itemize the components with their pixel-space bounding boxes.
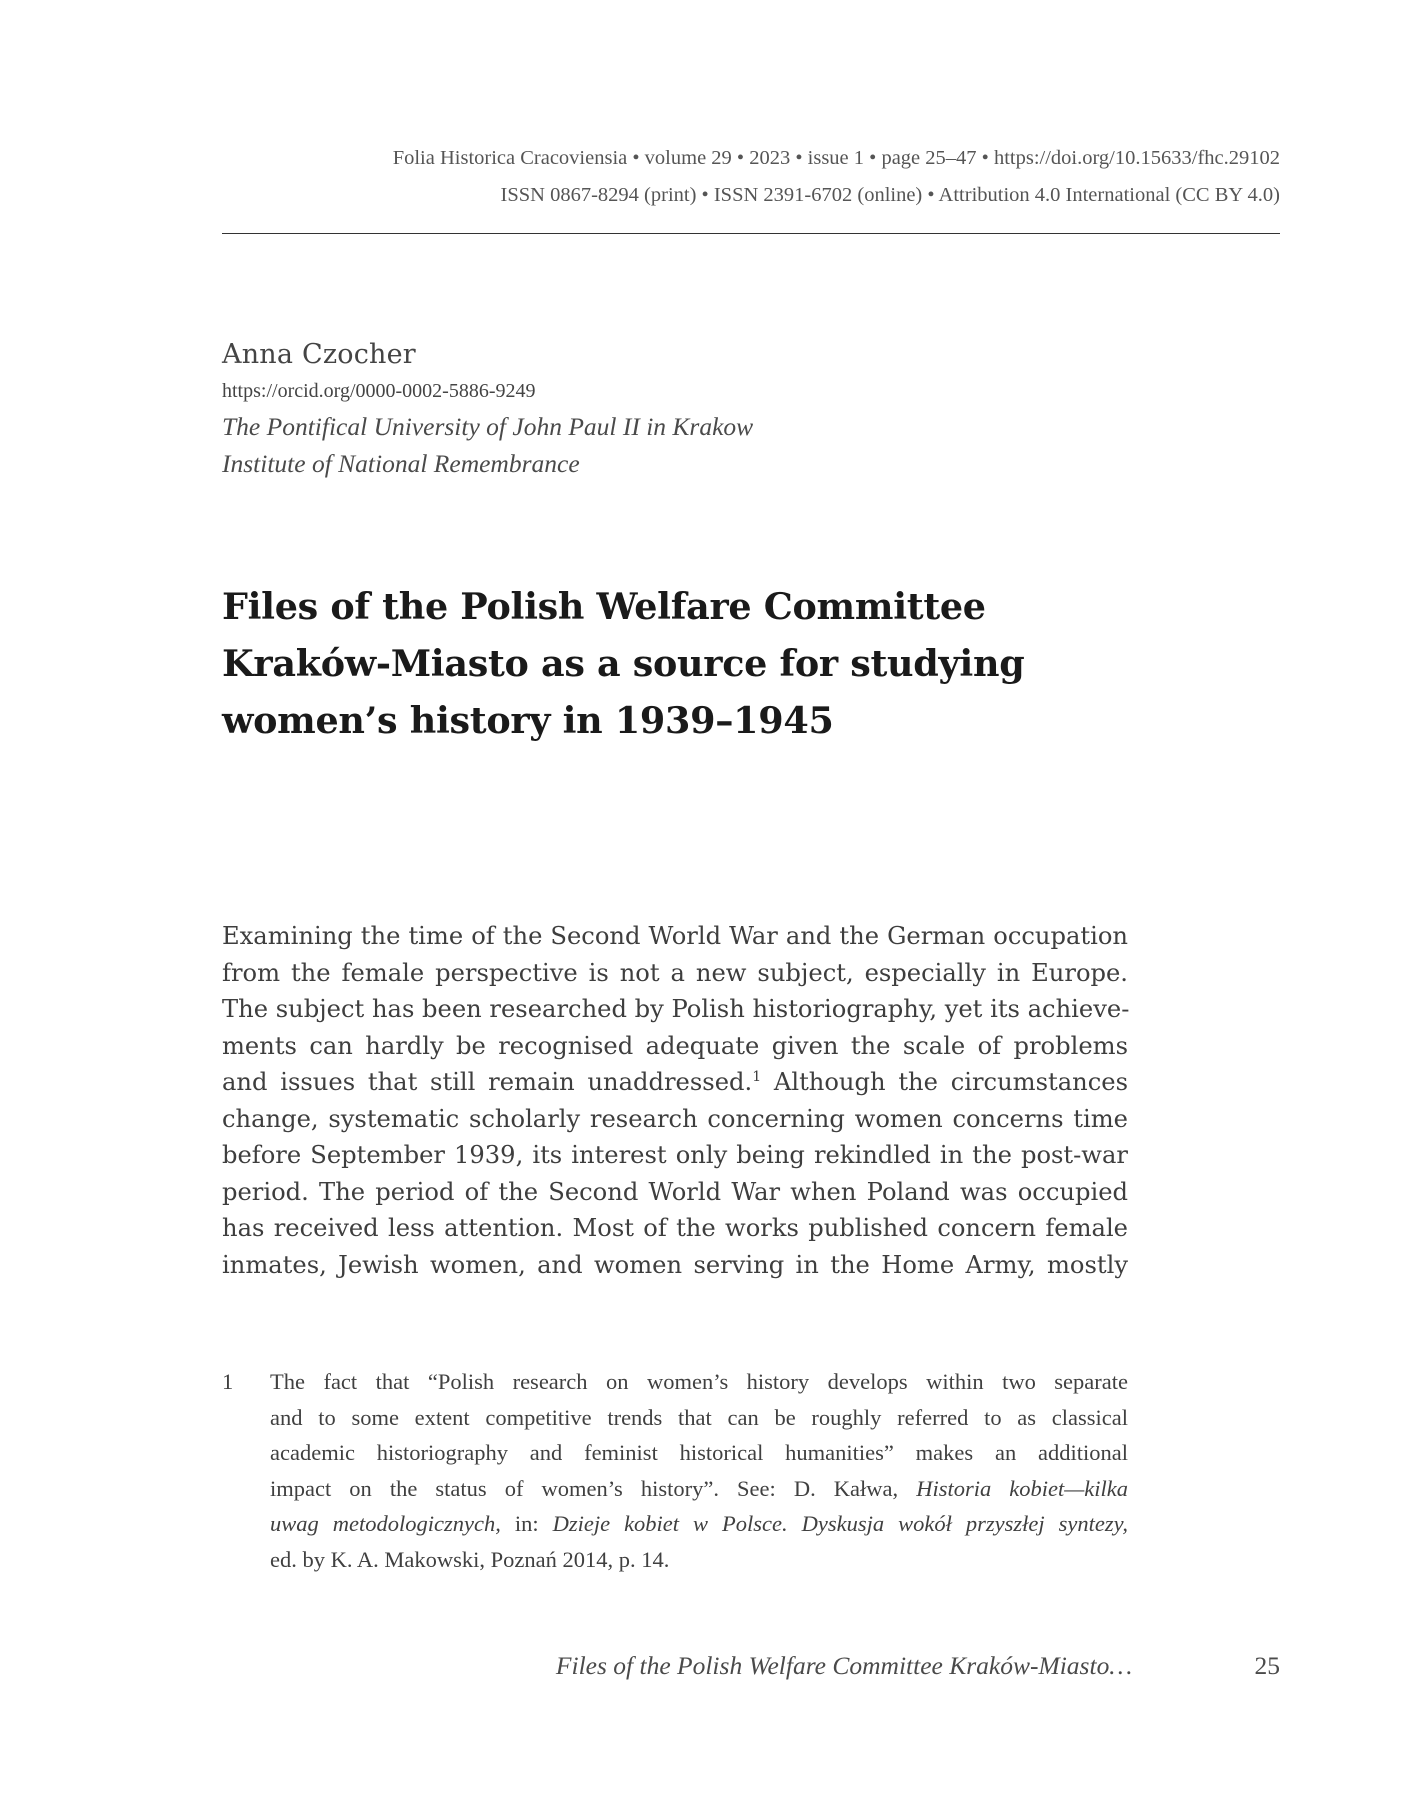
- journal-header: [222, 140, 1280, 214]
- title-line: Files of the Polish Welfare Committee: [222, 585, 986, 628]
- body-line: period. The period of the Second World War when Poland was occupied: [222, 1177, 1128, 1206]
- cited-book-title: Dzieje kobiet w Polsce. Dyskusja wokół przyszłej syntezy,: [552, 1511, 1128, 1536]
- footnote-segment: impact on the status of women’s history”. See: D. Kałwa,: [270, 1475, 917, 1501]
- header-divider: [222, 233, 1280, 234]
- body-line: ments can hardly be recognised adequate given the scale of problems: [222, 1031, 1128, 1060]
- body-line: Examining the time of the Second World War and the German occupation: [222, 922, 1128, 950]
- running-footer-title: Files of the Polish Welfare Committee Kraków-Miasto…: [555, 1651, 1132, 1680]
- footnote-line: ed. by K. A. Makowski, Poznań 2014, p. 14.: [270, 1546, 670, 1572]
- body-line: before September 1939, its interest only being rekindled in the post-war: [222, 1141, 1128, 1169]
- affiliation-university: The Pontifical University of John Paul II in Krakow: [222, 412, 754, 441]
- article-title: [222, 578, 1122, 749]
- body-line: [222, 1064, 1128, 1101]
- footnote-number: 1: [222, 1369, 234, 1394]
- body-paragraph: [222, 918, 1128, 1283]
- footnote-line: [270, 1471, 1128, 1507]
- orcid-link[interactable]: https://orcid.org/0000-0002-5886-9249: [222, 380, 536, 402]
- author-block: [222, 336, 753, 482]
- cited-title: uwag metodologicznych,: [270, 1511, 501, 1536]
- footnote-reference[interactable]: 1: [752, 1068, 762, 1085]
- footnote-line: The fact that “Polish research on women’s history develops within two separate: [270, 1369, 1128, 1394]
- footnote-text: [270, 1364, 1128, 1577]
- orcid-row: [222, 374, 753, 408]
- body-line: inmates, Jewish women, and women serving in the Home Army, mostly: [222, 1250, 1128, 1279]
- body-line: The subject has been researched by Polish historiography, yet its achieve-: [222, 995, 1130, 1023]
- cited-title: Historia kobiet—kilka: [916, 1475, 1128, 1501]
- issn-license-line: ISSN 0867-8294 (print) • ISSN 2391-6702 (online) • Attribution 4.0 International (CC BY 4.0): [500, 184, 1280, 206]
- journal-citation-line: Folia Historica Cracoviensia • volume 29 • 2023 • issue 1 • page 25–47 • https://doi.org/10.15633/fhc.29102: [392, 147, 1280, 169]
- author-name: Anna Czocher: [222, 339, 416, 370]
- body-line: from the female perspective is not a new subject, especially in Europe.: [222, 958, 1128, 987]
- footnote-line: and to some extent competitive trends that can be roughly referred to as classical: [270, 1404, 1128, 1430]
- title-line: women’s history in 1939–1945: [222, 699, 834, 742]
- page-number: 25: [1254, 1651, 1280, 1680]
- body-text-segment: Although the circumstances: [761, 1068, 1129, 1096]
- body-line: change, systematic scholarly research concerning women concerns time: [222, 1104, 1128, 1133]
- title-line: Kraków-Miasto as a source for studying: [222, 642, 1025, 685]
- affiliation-institute: Institute of National Remembrance: [222, 449, 580, 478]
- footnote-line: academic historiography and feminist historical humanities” makes an additional: [270, 1440, 1128, 1465]
- body-text-segment: and issues that still remain unaddressed.: [222, 1068, 753, 1096]
- body-line: has received less attention. Most of the works published concern female: [222, 1214, 1128, 1242]
- footnote-segment: in:: [500, 1511, 553, 1536]
- footnote: [222, 1364, 1128, 1577]
- footnote-line: [270, 1506, 1128, 1542]
